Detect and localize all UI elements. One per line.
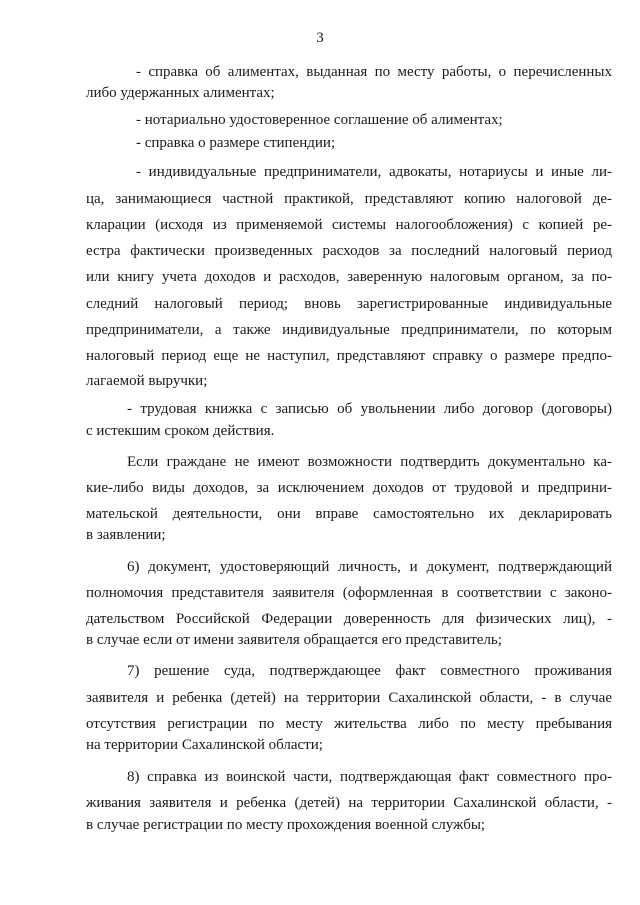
text-line: Если граждане не имеют возможности подтвердить документально ка- (127, 454, 612, 470)
text-line: налоговый период еще не наступил, представляют справку о размере предпо- (86, 348, 612, 364)
text-line: - справка об алиментах, выданная по месту работы, о перечисленных (136, 64, 612, 80)
text-line: либо удержанных алиментах; (86, 85, 275, 101)
text-line: живания заявителя и ребенка (детей) на территории Сахалинской области, - (86, 795, 612, 811)
text-line: полномочия представителя заявителя (оформленная в соответствии с законо- (86, 585, 612, 601)
text-line: 7) решение суда, подтверждающее факт совместного проживания (127, 663, 612, 679)
page-number: 3 (316, 30, 324, 46)
text-line: - индивидуальные предприниматели, адвокаты, нотариусы и иные ли- (136, 164, 612, 180)
text-line: мательской деятельности, они вправе самостоятельно их декларировать (86, 506, 612, 522)
text-line: ца, занимающиеся частной практикой, представляют копию налоговой де- (86, 191, 612, 207)
text-line: - трудовая книжка с записью об увольнении либо договор (договоры) (127, 401, 612, 417)
text-line: следний налоговый период; вновь зарегистрированные индивидуальные (86, 296, 612, 312)
text-line: в случае если от имени заявителя обращается его представитель; (86, 632, 502, 648)
text-line: в заявлении; (86, 527, 166, 543)
text-line: лагаемой выручки; (86, 373, 208, 389)
text-line: кларации (исходя из применяемой системы налогообложения) с копией ре- (86, 217, 612, 233)
text-line: - нотариально удостоверенное соглашение об алиментах; (136, 112, 503, 128)
text-line: кие-либо виды доходов, за исключением доходов от трудовой и предприни- (86, 480, 612, 496)
text-line: на территории Сахалинской области; (86, 737, 323, 753)
text-line: заявителя и ребенка (детей) на территории Сахалинской области, - в случае (86, 690, 612, 706)
text-line: в случае регистрации по месту прохождения военной службы; (86, 817, 486, 833)
text-line: естра фактически произведенных расходов за последний налоговый период (86, 243, 612, 259)
text-line: с истекшим сроком действия. (86, 423, 275, 439)
text-line: или книгу учета доходов и расходов, заверенную налоговым органом, за по- (86, 269, 612, 285)
text-line: дательством Российской Федерации доверенность для физических лиц), - (86, 611, 612, 627)
text-line: 6) документ, удостоверяющий личность, и документ, подтверждающий (127, 559, 612, 575)
text-line: - справка о размере стипендии; (136, 135, 336, 151)
text-line: предприниматели, а также индивидуальные предприниматели, по которым (86, 322, 612, 338)
text-line: 8) справка из воинской части, подтверждающая факт совместного про- (127, 769, 612, 785)
text-line: отсутствия регистрации по месту жительства либо по месту пребывания (86, 716, 612, 732)
